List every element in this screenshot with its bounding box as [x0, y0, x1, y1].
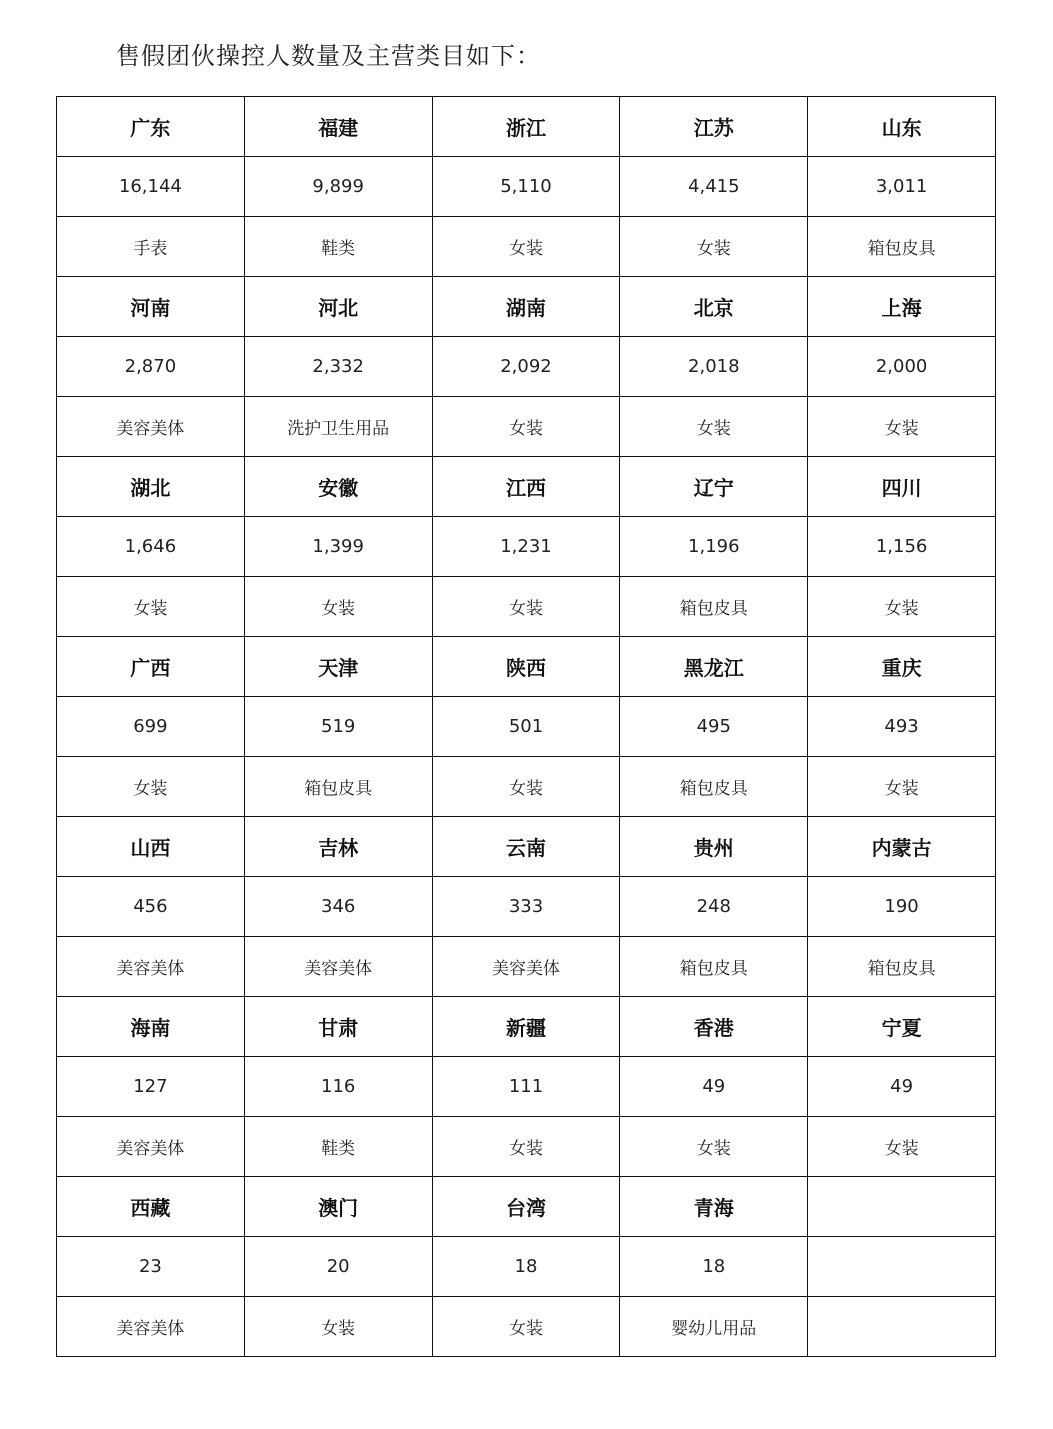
- main-category-cell: 手表: [57, 217, 245, 277]
- province-name-cell: 北京: [620, 277, 808, 337]
- province-name-cell: 江苏: [620, 97, 808, 157]
- operator-count-cell: 111: [432, 1057, 620, 1117]
- province-name-cell: 湖南: [432, 277, 620, 337]
- operator-count-cell: 5,110: [432, 157, 620, 217]
- operator-count-cell: 346: [244, 877, 432, 937]
- main-category-cell: 婴幼儿用品: [620, 1297, 808, 1357]
- province-name-cell: 西藏: [57, 1177, 245, 1237]
- province-name-cell: 黑龙江: [620, 637, 808, 697]
- main-category-cell: [808, 1297, 996, 1357]
- operator-count-cell: 1,231: [432, 517, 620, 577]
- province-name-cell: 四川: [808, 457, 996, 517]
- province-table: [56, 96, 996, 1357]
- operator-count-cell: 1,196: [620, 517, 808, 577]
- province-name-cell: 台湾: [432, 1177, 620, 1237]
- operator-count-cell: 2,332: [244, 337, 432, 397]
- table-row: [57, 1057, 996, 1117]
- table-row: [57, 217, 996, 277]
- main-category-cell: 女装: [808, 757, 996, 817]
- table-row: [57, 457, 996, 517]
- province-name-cell: 云南: [432, 817, 620, 877]
- operator-count-cell: 190: [808, 877, 996, 937]
- operator-count-cell: 127: [57, 1057, 245, 1117]
- province-name-cell: 山东: [808, 97, 996, 157]
- province-name-cell: 河北: [244, 277, 432, 337]
- main-category-cell: 女装: [57, 577, 245, 637]
- table-row: [57, 97, 996, 157]
- operator-count-cell: 501: [432, 697, 620, 757]
- operator-count-cell: 493: [808, 697, 996, 757]
- main-category-cell: 女装: [808, 577, 996, 637]
- province-name-cell: 宁夏: [808, 997, 996, 1057]
- main-category-cell: 女装: [432, 397, 620, 457]
- main-category-cell: 女装: [808, 397, 996, 457]
- main-category-cell: 女装: [432, 757, 620, 817]
- province-name-cell: 江西: [432, 457, 620, 517]
- province-name-cell: 广西: [57, 637, 245, 697]
- province-name-cell: 山西: [57, 817, 245, 877]
- operator-count-cell: 3,011: [808, 157, 996, 217]
- main-category-cell: 女装: [432, 1117, 620, 1177]
- province-name-cell: 吉林: [244, 817, 432, 877]
- main-category-cell: 女装: [620, 217, 808, 277]
- operator-count-cell: 495: [620, 697, 808, 757]
- operator-count-cell: 2,018: [620, 337, 808, 397]
- table-row: [57, 1117, 996, 1177]
- operator-count-cell: 456: [57, 877, 245, 937]
- main-category-cell: 箱包皮具: [808, 217, 996, 277]
- main-category-cell: 鞋类: [244, 1117, 432, 1177]
- main-category-cell: 美容美体: [432, 937, 620, 997]
- operator-count-cell: 49: [620, 1057, 808, 1117]
- table-row: [57, 1177, 996, 1237]
- province-name-cell: 河南: [57, 277, 245, 337]
- operator-count-cell: 248: [620, 877, 808, 937]
- table-row: [57, 637, 996, 697]
- operator-count-cell: 4,415: [620, 157, 808, 217]
- table-row: [57, 277, 996, 337]
- main-category-cell: 箱包皮具: [620, 757, 808, 817]
- main-category-cell: 女装: [432, 217, 620, 277]
- main-category-cell: 箱包皮具: [244, 757, 432, 817]
- table-row: [57, 397, 996, 457]
- table-row: [57, 997, 996, 1057]
- main-category-cell: 女装: [620, 1117, 808, 1177]
- main-category-cell: 美容美体: [244, 937, 432, 997]
- province-name-cell: 新疆: [432, 997, 620, 1057]
- province-name-cell: 广东: [57, 97, 245, 157]
- main-category-cell: 美容美体: [57, 937, 245, 997]
- operator-count-cell: 1,646: [57, 517, 245, 577]
- main-category-cell: 女装: [244, 1297, 432, 1357]
- table-row: [57, 337, 996, 397]
- document-title: 售假团伙操控人数量及主营类目如下：: [116, 42, 541, 70]
- province-name-cell: 青海: [620, 1177, 808, 1237]
- operator-count-cell: 2,000: [808, 337, 996, 397]
- operator-count-cell: 9,899: [244, 157, 432, 217]
- operator-count-cell: 333: [432, 877, 620, 937]
- operator-count-cell: 699: [57, 697, 245, 757]
- operator-count-cell: [808, 1237, 996, 1297]
- operator-count-cell: 18: [432, 1237, 620, 1297]
- main-category-cell: 箱包皮具: [620, 937, 808, 997]
- province-name-cell: 辽宁: [620, 457, 808, 517]
- main-category-cell: 女装: [432, 577, 620, 637]
- table-row: [57, 577, 996, 637]
- main-category-cell: 美容美体: [57, 1117, 245, 1177]
- table-row: [57, 517, 996, 577]
- operator-count-cell: 1,399: [244, 517, 432, 577]
- province-name-cell: 上海: [808, 277, 996, 337]
- province-name-cell: 贵州: [620, 817, 808, 877]
- province-name-cell: 甘肃: [244, 997, 432, 1057]
- main-category-cell: 美容美体: [57, 1297, 245, 1357]
- operator-count-cell: 116: [244, 1057, 432, 1117]
- operator-count-cell: 23: [57, 1237, 245, 1297]
- province-name-cell: [808, 1177, 996, 1237]
- main-category-cell: 女装: [244, 577, 432, 637]
- province-name-cell: 湖北: [57, 457, 245, 517]
- operator-count-cell: 519: [244, 697, 432, 757]
- operator-count-cell: 16,144: [57, 157, 245, 217]
- table-row: [57, 877, 996, 937]
- operator-count-cell: 20: [244, 1237, 432, 1297]
- main-category-cell: 女装: [57, 757, 245, 817]
- main-category-cell: 美容美体: [57, 397, 245, 457]
- province-name-cell: 陕西: [432, 637, 620, 697]
- operator-count-cell: 18: [620, 1237, 808, 1297]
- table-row: [57, 157, 996, 217]
- province-name-cell: 香港: [620, 997, 808, 1057]
- table-row: [57, 937, 996, 997]
- operator-count-cell: 49: [808, 1057, 996, 1117]
- province-name-cell: 天津: [244, 637, 432, 697]
- table-row: [57, 757, 996, 817]
- province-name-cell: 澳门: [244, 1177, 432, 1237]
- province-name-cell: 安徽: [244, 457, 432, 517]
- main-category-cell: 女装: [808, 1117, 996, 1177]
- operator-count-cell: 2,870: [57, 337, 245, 397]
- province-name-cell: 重庆: [808, 637, 996, 697]
- main-category-cell: 箱包皮具: [808, 937, 996, 997]
- table-row: [57, 817, 996, 877]
- main-category-cell: 箱包皮具: [620, 577, 808, 637]
- province-name-cell: 浙江: [432, 97, 620, 157]
- operator-count-cell: 2,092: [432, 337, 620, 397]
- main-category-cell: 鞋类: [244, 217, 432, 277]
- main-category-cell: 洗护卫生用品: [244, 397, 432, 457]
- table-row: [57, 697, 996, 757]
- main-category-cell: 女装: [620, 397, 808, 457]
- province-name-cell: 内蒙古: [808, 817, 996, 877]
- table-row: [57, 1237, 996, 1297]
- operator-count-cell: 1,156: [808, 517, 996, 577]
- table-row: [57, 1297, 996, 1357]
- main-category-cell: 女装: [432, 1297, 620, 1357]
- province-name-cell: 海南: [57, 997, 245, 1057]
- province-name-cell: 福建: [244, 97, 432, 157]
